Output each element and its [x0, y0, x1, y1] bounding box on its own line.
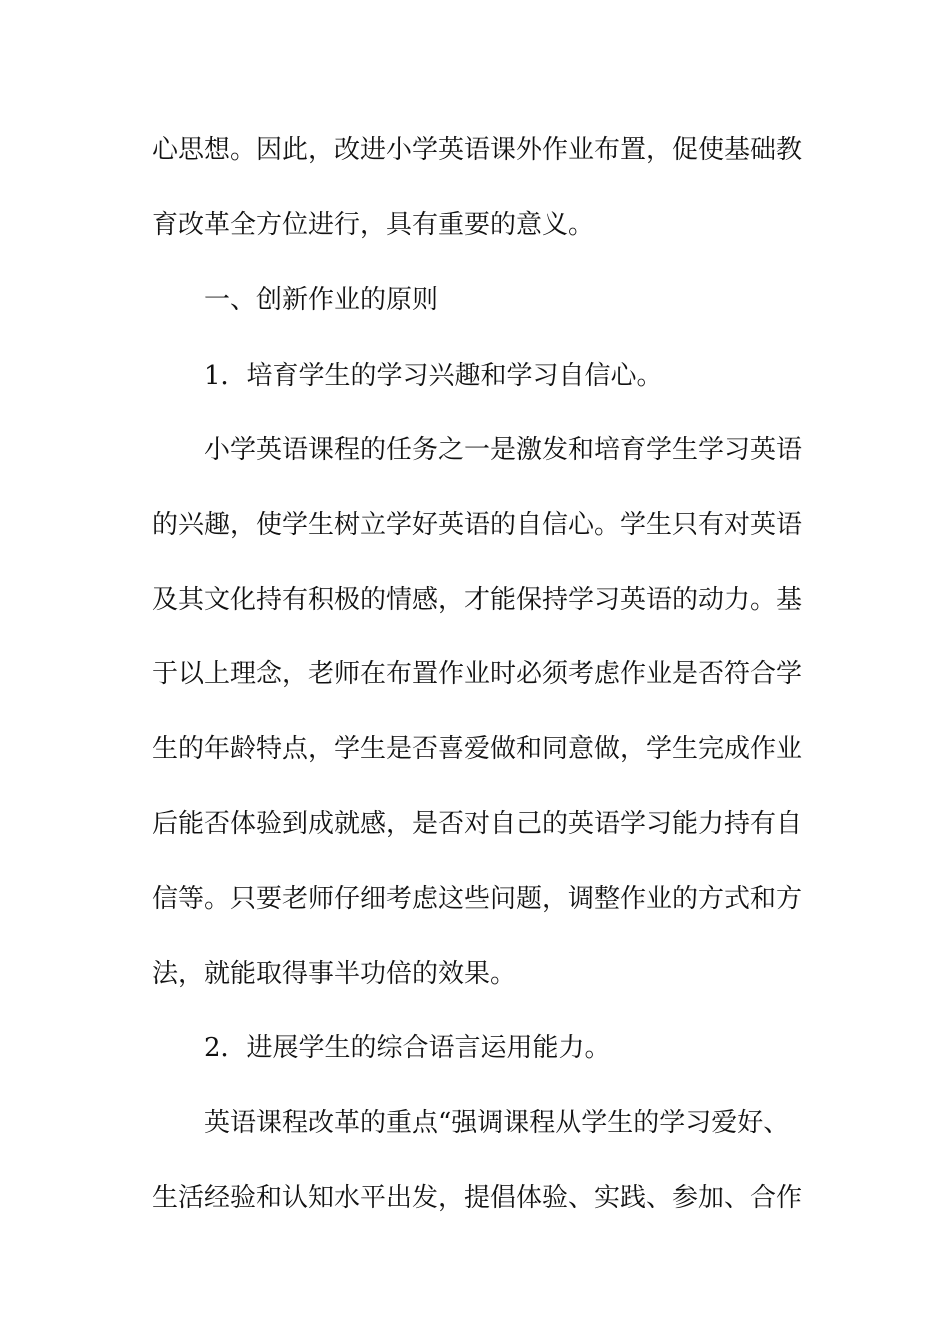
paragraph-line: 的兴趣，使学生树立学好英语的自信心。学生只有对英语 [152, 510, 803, 540]
paragraph-line: 小学英语课程的任务之一是激发和培育学生学习英语 [204, 435, 803, 465]
paragraph-line: 英语课程改革的重点“强调课程从学生的学习爱好、 [204, 1108, 790, 1138]
subsection-heading: 2．进展学生的综合语言运用能力。 [204, 1033, 611, 1063]
paragraph-line: 信等。只要老师仔细考虑这些问题，调整作业的方式和方 [152, 884, 803, 914]
paragraph-line: 于以上理念，老师在布置作业时必须考虑作业是否符合学 [152, 659, 803, 689]
paragraph-line: 及其文化持有积极的情感，才能保持学习英语的动力。基 [152, 585, 803, 615]
subsection-heading: 1．培育学生的学习兴趣和学习自信心。 [204, 361, 663, 391]
paragraph-line: 法，就能取得事半功倍的效果。 [152, 959, 517, 989]
paragraph-line: 育改革全方位进行，具有重要的意义。 [152, 210, 595, 240]
paragraph-line: 生的年龄特点，学生是否喜爱做和同意做，学生完成作业 [152, 734, 803, 764]
paragraph-line: 生活经验和认知水平出发，提倡体验、实践、参加、合作 [152, 1183, 803, 1213]
paragraph-line: 心思想。因此，改进小学英语课外作业布置，促使基础教 [152, 135, 803, 165]
section-heading: 一、创新作业的原则 [204, 285, 439, 315]
paragraph-line: 后能否体验到成就感，是否对自己的英语学习能力持有自 [152, 809, 803, 839]
